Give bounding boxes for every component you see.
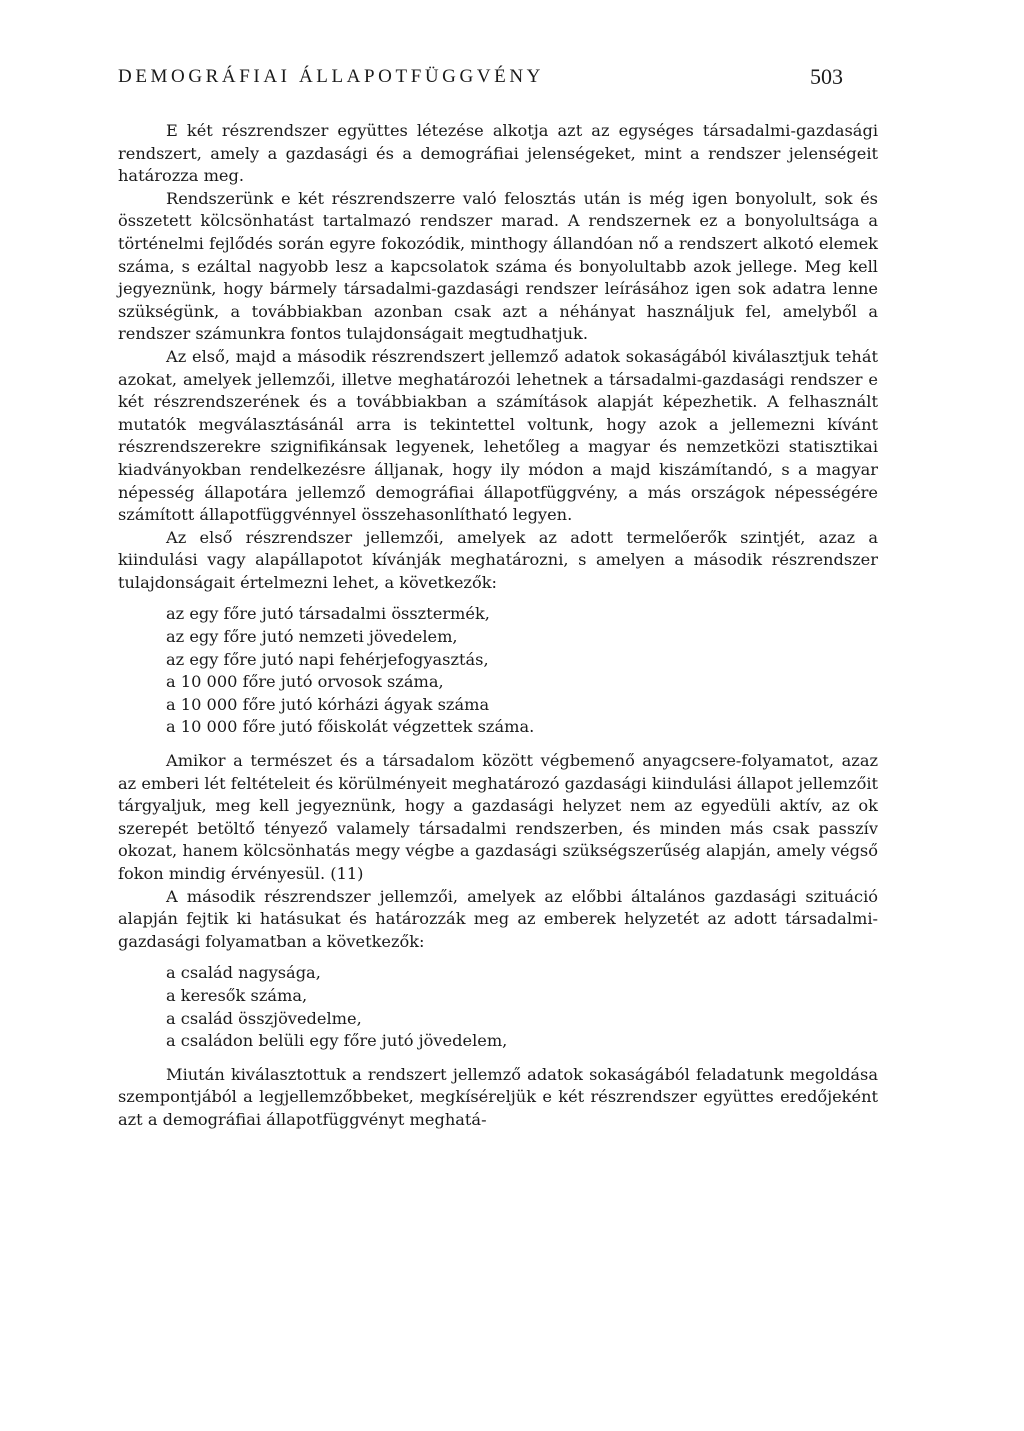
paragraph: Rendszerünk e két részrendszerre való felosztás után is még igen bonyolult, sok és összetett kölcsönhatást tartalmazó rendszer marad. A rendszernek ez a bonyolultsága a történelmi fejlődés során egyre fokozódik, minthogy állandóan nő a rendszert alkotó elemek száma, s ezáltal nagyobb lesz a kapcsolatok száma és bonyolultabb azok jellege. Meg kell jegyeznünk, hogy bármely társadalmi-gazdasági rendszer leírásához igen sok adatra lenne szükségünk, a továbbiakban azonban csak azt a néhányat használjuk fel, amelyből a rendszer számunkra fontos tulajdonságait megtudhatjuk.: [118, 188, 878, 344]
paragraph: Az első részrendszer jellemzői, amelyek az adott termelőerők szintjét, azaz a kiindulási vagy alapállapotot kívánják meghatározni, s amelyen a második részrendszer tulajdonságait értelmezni lehet, a következők:: [118, 527, 878, 592]
list-item: a 10 000 főre jutó orvosok száma,: [166, 672, 444, 692]
paragraph: Amikor a természet és a társadalom között végbemenő anyagcsere-folyamatot, azaz az emberi lét feltételeit és körülményeit meghatározó gazdasági kiindulási állapot jellemzőit tárgyaljuk, meg kell jegyeznünk, hogy a gazdasági helyzet nem az egyedüli aktív, az ok szerepét betöltő tényező valamely társadalmi rendszerben, és minden más csak passzív okozat, hanem kölcsönhatás megy végbe a gazdasági szükségszerűség alapján, amely végső fokon mindig érvényesül. (11): [118, 751, 878, 883]
body-text: [118, 120, 878, 1132]
running-header: DEMOGRÁFIAI ÁLLAPOTFÜGGVÉNY: [118, 66, 544, 87]
list-item: a családon belüli egy főre jutó jövedelem,: [166, 1031, 508, 1051]
indicator-list-first: [166, 603, 878, 739]
list-item: a keresők száma,: [166, 985, 308, 1005]
list-item: az egy főre jutó társadalmi össztermék,: [166, 604, 490, 624]
list-item: az egy főre jutó nemzeti jövedelem,: [166, 627, 458, 647]
paragraph: A második részrendszer jellemzői, amelyek az előbbi általános gazdasági szituáció alapján fejtik ki hatásukat és határozzák meg az emberek helyzetét az adott társadalmi-gazdasági folyamatban a következők:: [118, 886, 878, 951]
list-item: a család összjövedelme,: [166, 1008, 362, 1028]
paragraph: Az első, majd a második részrendszert jellemző adatok sokaságából kiválasztjuk tehát azokat, amelyek jellemzői, illetve meghatározói lehetnek a társadalmi-gazdasági rendszer e két részrendszerének és a továbbiakban a számítások alapját képezhetik. A felhasznált mutatók megválasztásánál arra is tekintettel voltunk, hogy azok a jellemezni kívánt részrendszerekre szignifikánsak legyenek, lehetőleg a magyar és nemzetközi statisztikai kiadványokban rendelkezésre álljanak, hogy ily módon a majd kiszámítandó, s a magyar népesség állapotára jellemző demográfiai állapotfüggvény, a más országok népességére számított állapotfüggvénnyel összehasonlítható legyen.: [118, 346, 878, 525]
list-item: a 10 000 főre jutó kórházi ágyak száma: [166, 694, 490, 714]
list-item: a 10 000 főre jutó főiskolát végzettek száma.: [166, 717, 535, 737]
list-item: az egy főre jutó napi fehérjefogyasztás,: [166, 649, 489, 669]
paragraph: E két részrendszer együttes létezése alkotja azt az egységes társadalmi-gazdasági rendszert, amely a gazdasági és a demográfiai jelenségeket, mint a rendszer jelenségeit határozza meg.: [118, 121, 878, 186]
paragraph: Miután kiválasztottuk a rendszert jellemző adatok sokaságából feladatunk megoldása szempontjából a legjellemzőbbeket, megkíséreljük e két részrendszer együttes eredőjeként azt a demográfiai állapotfüggvényt meghatá-: [118, 1064, 878, 1129]
list-item: a család nagysága,: [166, 963, 321, 983]
indicator-list-second: [166, 962, 878, 1052]
page-number: 503: [810, 64, 843, 89]
